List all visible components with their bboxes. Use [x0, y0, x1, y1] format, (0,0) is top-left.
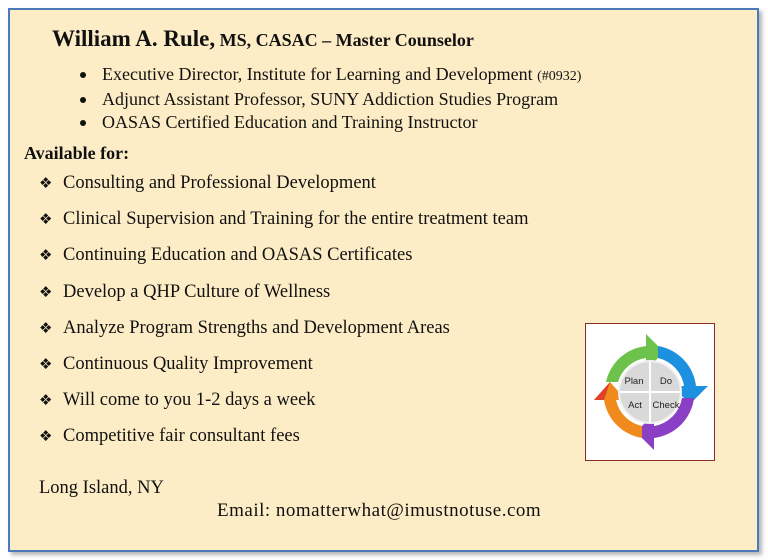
person-credentials: MS, CASAC – Master Counselor [215, 30, 474, 50]
service-text: Clinical Supervision and Training for the entire treatment team [63, 209, 529, 230]
service-item [39, 279, 528, 315]
diamond-bullet-icon: ❖ [39, 246, 53, 265]
service-text: Consulting and Professional Development [63, 173, 376, 193]
role-item [76, 88, 581, 111]
service-item [39, 170, 528, 206]
service-item [39, 423, 528, 459]
available-heading: Available for: [24, 143, 130, 163]
roles-list [76, 63, 581, 134]
pdca-cycle-image [585, 323, 715, 461]
header-name-line [52, 26, 474, 52]
service-text: Analyze Program Strengths and Development Areas [63, 317, 450, 338]
role-text: OASAS Certified Education and Training Instructor [102, 112, 478, 132]
location-text: Long Island, NY [39, 478, 164, 498]
pdca-do-label: Do [659, 376, 673, 387]
bullet-dot-icon [80, 72, 86, 78]
role-item [76, 63, 581, 88]
service-text: Competitive fair consultant fees [63, 426, 300, 447]
diamond-bullet-icon: ❖ [39, 427, 53, 446]
pdca-cycle-icon [586, 324, 714, 460]
role-item [76, 111, 581, 134]
diamond-bullet-icon: ❖ [39, 282, 53, 301]
service-text: Continuing Education and OASAS Certificates [63, 245, 413, 266]
service-item [39, 351, 528, 387]
pdca-act-label: Act [628, 400, 642, 411]
role-text: Executive Director, Institute for Learning and Development [102, 64, 538, 84]
service-item [39, 315, 528, 351]
service-text: Will come to you 1-2 days a week [63, 390, 316, 411]
diamond-bullet-icon: ❖ [39, 318, 53, 337]
service-text: Develop a QHP Culture of Wellness [63, 281, 331, 302]
profile-card [8, 8, 759, 552]
pdca-plan-label: Plan [624, 376, 644, 387]
diamond-bullet-icon: ❖ [39, 174, 53, 192]
bullet-dot-icon [80, 120, 86, 126]
service-text: Continuous Quality Improvement [63, 353, 313, 374]
service-item [39, 387, 528, 423]
service-item [39, 206, 528, 242]
diamond-bullet-icon: ❖ [39, 391, 53, 410]
person-name: William A. Rule, [52, 26, 216, 51]
role-text: Adjunct Assistant Professor, SUNY Addiction Studies Program [102, 89, 559, 109]
role-note: (#0932) [537, 69, 582, 84]
service-item [39, 242, 528, 278]
services-list [39, 170, 528, 460]
pdca-check-label: Check [652, 400, 680, 411]
email-text: Email: nomatterwhat@imustnotuse.com [217, 500, 542, 521]
diamond-bullet-icon: ❖ [39, 210, 53, 229]
diamond-bullet-icon: ❖ [39, 354, 53, 373]
bullet-dot-icon [80, 97, 86, 103]
